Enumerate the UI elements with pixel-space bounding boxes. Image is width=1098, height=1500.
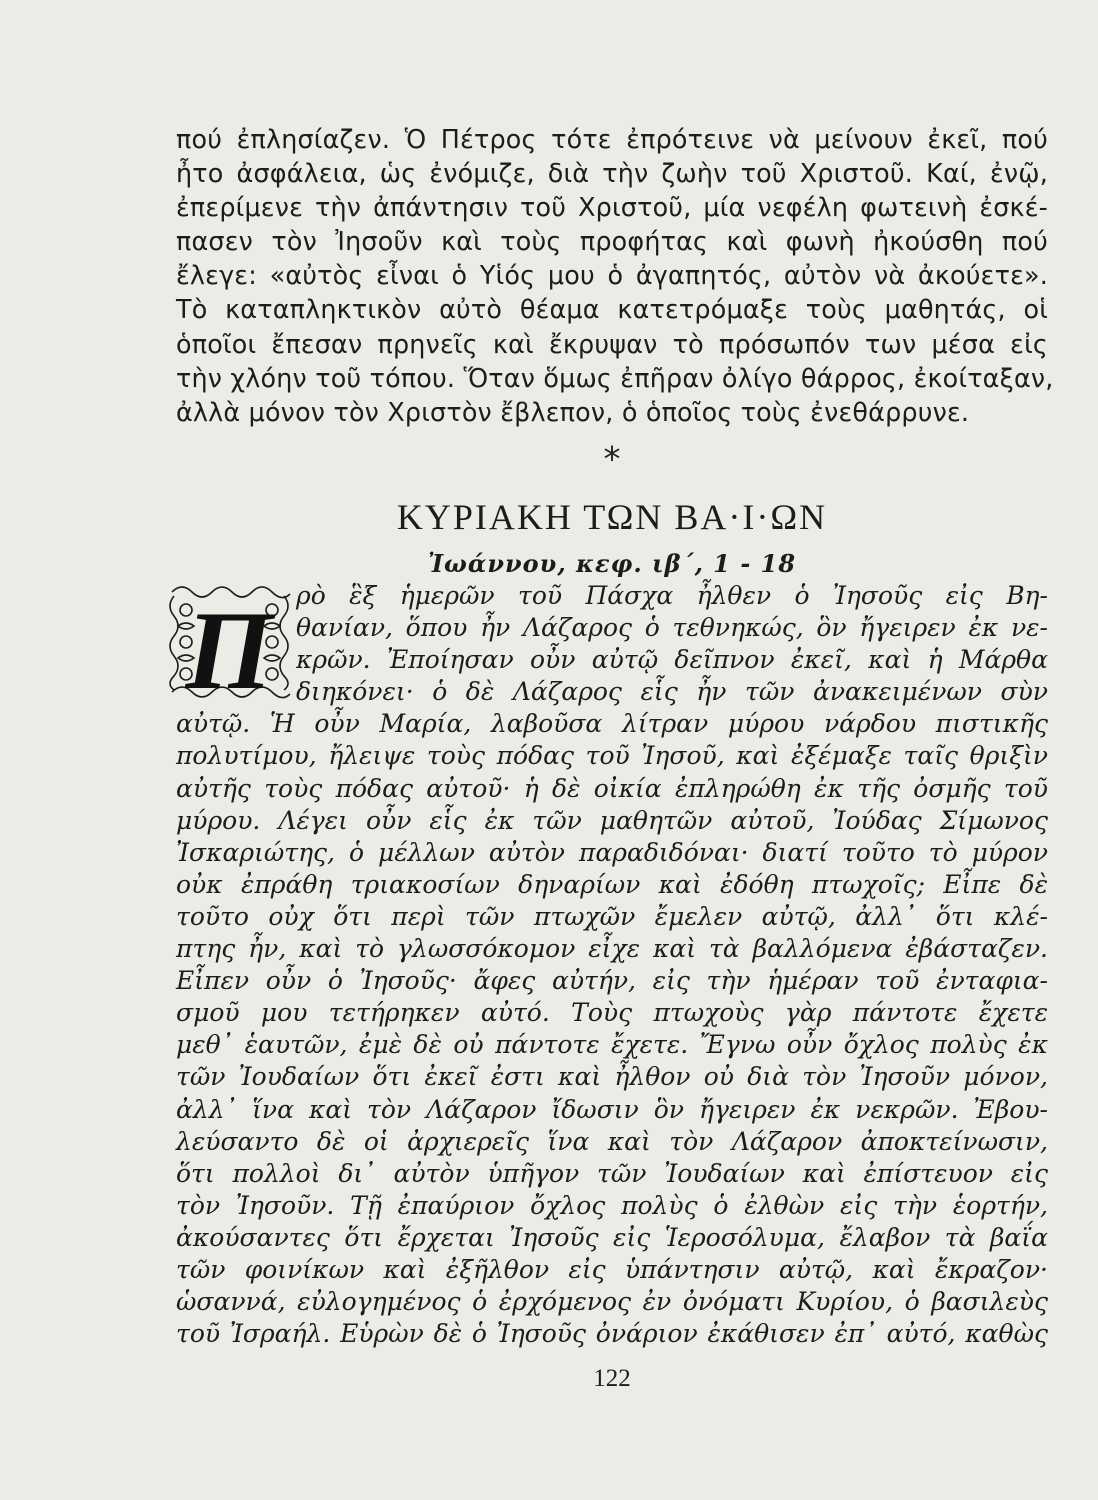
text-line: θανίαν, ὅπου ἦν Λάζαρος ὁ τεθνηκώς, ὃν ἤγειρεν ἐκ νε- [296,613,1048,643]
book-page [176,122,1054,1392]
text-line: Εἶπεν οὖν ὁ Ἰησοῦς· ἄφες αὐτήν, εἰς τὴν ἡμέραν τοῦ ἐνταφια- [176,966,1048,996]
text-line: ἔλεγε: «αὐτὸς εἶναι ὁ Υἱός μου ὁ ἀγαπητός, αὐτὸν νὰ ἀκούετε». [176,260,1048,291]
text-line: αὐτῆς τοὺς πόδας αὐτοῦ· ἡ δὲ οἰκία ἐπληρώθη ἐκ τῆς ὀσμῆς τοῦ [176,773,1048,803]
text-line: οὐκ ἐπράθη τριακοσίων δηναρίων καὶ ἐδόθη πτωχοῖς; Εἶπε δὲ [176,869,1048,899]
text-line: διηκόνει· ὁ δὲ Λάζαρος εἷς ἦν τῶν ἀνακειμένων σὺν [296,677,1048,707]
text-line: τὴν χλόην τοῦ τόπου. Ὅταν ὅμως ἐπῆραν ὀλίγο θάρρος, ἐκοίταξαν, [176,362,1054,393]
asterisk-ornament: ⁎ [603,429,621,469]
ornamental-drop-cap-icon [164,580,294,706]
text-line: μεθ᾽ ἑαυτῶν, ἐμὲ δὲ οὐ πάντοτε ἔχετε. Ἔγνω οὖν ὄχλος πολὺς ἐκ [176,1030,1048,1060]
text-line: ἐπερίμενε τὴν ἀπάντησιν τοῦ Χριστοῦ, μία νεφέλη φωτεινὴ ἐσκέ- [176,192,1048,223]
text-line: ὅτι πολλοὶ δι᾽ αὐτὸν ὑπῆγον τῶν Ἰουδαίων καὶ ἐπίστευον εἰς [176,1158,1048,1188]
text-line: πτης ἦν, καὶ τὸ γλωσσόκομον εἶχε καὶ τὰ βαλλόμενα ἐβάσταζεν. [176,934,1048,964]
drop-cap-letter: Π [185,589,273,706]
text-line: Ἰσκαριώτης, ὁ μέλλων αὐτὸν παραδιδόναι· διατί τοῦτο τὸ μύρον [176,837,1048,867]
text-line: τῶν Ἰουδαίων ὅτι ἐκεῖ ἐστι καὶ ἦλθον οὐ διὰ τὸν Ἰησοῦν μόνον, [176,1062,1048,1092]
text-line: τῶν φοινίκων καὶ ἐξῆλθον εἰς ὑπάντησιν αὐτῷ, καὶ ἔκραζον· [176,1254,1048,1284]
text-line: Τὸ καταπληκτικὸν αὐτὸ θέαμα κατετρόμαξε τοὺς μαθητάς, οἱ [176,294,1048,325]
text-line: ὁποῖοι ἔπεσαν πρηνεῖς καὶ ἔκρυψαν τὸ πρόσωπόν των μέσα εἰς [176,328,1048,359]
section-heading: ΚΥΡΙΑΚΗ ΤΩΝ ΒΑ·Ι·ΩΝ [396,497,828,537]
text-line: τὸν Ἰησοῦν. Τῇ ἐπαύριον ὄχλος πολὺς ὁ ἐλθὼν εἰς τὴν ἑορτήν, [176,1190,1048,1220]
text-line: τοῦ Ἰσραήλ. Εὑρὼν δὲ ὁ Ἰησοῦς ὀνάριον ἐκάθισεν ἐπ᾽ αὐτό, καθὼς [176,1319,1048,1349]
text-line: πασεν τὸν Ἰησοῦν καὶ τοὺς προφήτας καὶ φωνὴ ἠκούσθη πού [176,226,1048,257]
text-line: αὐτῷ. Ἡ οὖν Μαρία, λαβοῦσα λίτραν μύρου νάρδου πιστικῆς [176,709,1048,739]
text-line: λεύσαντο δὲ οἱ ἀρχιερεῖς ἵνα καὶ τὸν Λάζαρον ἀποκτείνωσιν, [176,1126,1048,1156]
text-line: μύρου. Λέγει οὖν εἷς ἐκ τῶν μαθητῶν αὐτοῦ, Ἰούδας Σίμωνος [176,805,1048,835]
text-line: πού ἐπλησίαζεν. Ὁ Πέτρος τότε ἐπρότεινε νὰ μείνουν ἐκεῖ, πού [176,124,1048,154]
text-line: σμοῦ μου τετήρηκεν αὐτό. Τοὺς πτωχοὺς γὰρ πάντοτε ἔχετε [176,998,1048,1028]
text-line: ρὸ ἓξ ἡμερῶν τοῦ Πάσχα ἦλθεν ὁ Ἰησοῦς εἰς Βη- [296,581,1048,610]
scripture-reference: Ἰωάννου, κεφ. ιβ΄, 1 - 18 [427,549,797,578]
text-line: ὡσαννά, εὐλογημένος ὁ ἐρχόμενος ἐν ὀνόματι Κυρίου, ὁ βασιλεὺς [176,1287,1048,1317]
top-paragraph [176,122,1054,429]
text-line: πολυτίμου, ἤλειψε τοὺς πόδας τοῦ Ἰησοῦ, καὶ ἐξέμαξε ταῖς θριξὶν [176,741,1048,771]
text-line: ἀκούσαντες ὅτι ἔρχεται Ἰησοῦς εἰς Ἱεροσόλυμα, ἔλαβον τὰ βαΐα [176,1222,1048,1252]
page-number: 122 [593,1365,631,1392]
text-line: ἦτο ἀσφάλεια, ὡς ἐνόμιζε, διὰ τὴν ζωὴν τοῦ Χριστοῦ. Καί, ἐνῷ, [176,158,1048,189]
text-line: κρῶν. Ἐποίησαν οὖν αὐτῷ δεῖπνον ἐκεῖ, καὶ ἡ Μάρθα [296,645,1048,675]
text-line: τοῦτο οὐχ ὅτι περὶ τῶν πτωχῶν ἔμελεν αὐτῷ, ἀλλ᾽ ὅτι κλέ- [176,901,1048,931]
gospel-passage [176,580,1048,1350]
text-line: ἀλλὰ μόνον τὸν Χριστὸν ἔβλεπον, ὁ ὁποῖος τοὺς ἐνεθάρρυνε. [176,396,970,427]
text-line: ἀλλ᾽ ἵνα καὶ τὸν Λάζαρον ἴδωσιν ὃν ἤγειρεν ἐκ νεκρῶν. Ἐβου- [176,1094,1048,1124]
